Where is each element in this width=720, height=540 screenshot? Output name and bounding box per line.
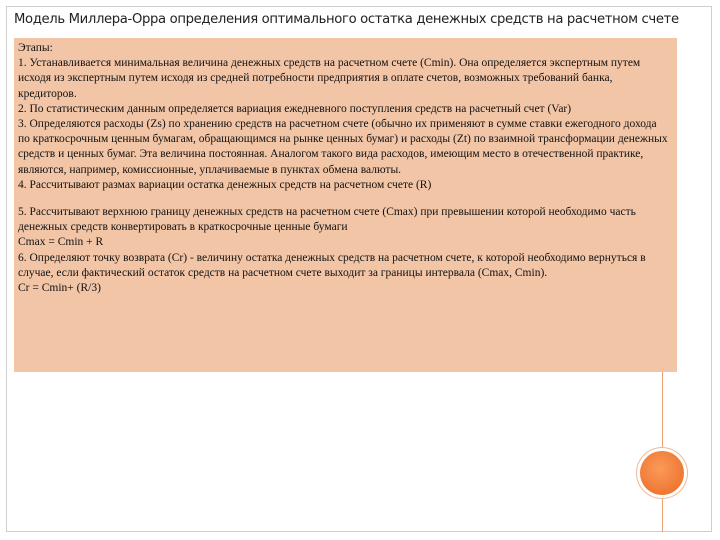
cmax-formula: Cmax = Cmin + R bbox=[18, 236, 104, 249]
stage-4-text: 4. Рассчитывают размах вариации остатка денежных средств на расчетном счете (R) bbox=[18, 178, 432, 191]
stage-6-text: 6. Определяют точку возврата (Cr) - величину остатка денежных средств на расчетном счете, к которой необходимо вернуться в случае, если фактический остаток средств на расчетном счете выходит за границы интервала (Cmax, Cmin). bbox=[18, 251, 646, 279]
decorative-circle-icon bbox=[640, 451, 684, 495]
stage-5-text: 5. Рассчитывают верхнюю границу денежных средств на расчетном счете (Cmax) при превышении которой необходимо часть денежных средств конвертировать в краткосрочные ценные бумаги bbox=[18, 206, 636, 234]
stage-1-text: 1. Устанавливается минимальная величина денежных средств на расчетном счете (Cmin). Она определяется экспертным путем исходя из экспертным путем исходя из средней потребности предприятия в оплате счетов, возможных требований банка, кредиторов. bbox=[18, 57, 641, 100]
stage-2-text: 2. По статистическим данным определяется вариация ежедневного поступления средств на расчетный счет (Var) bbox=[18, 102, 572, 115]
stage-3-text: 3. Определяются расходы (Zs) по хранению средств на расчетном счете (обычно их применяют в сумме ставки ежегодного дохода по краткосрочным ценным бумагам, обращающимся на рынке ценных бумаг) и расходы (Zt) по взаимной трансформации денежных средств и ценных бумаг. Эта величина постоянная. Аналогом такого вида расходов, имеющим место в отечественной практике, являются, например, комиссионные, уплачиваемые в пунктах обмена валюты. bbox=[18, 118, 668, 176]
cr-formula: Cr = Cmin+ (R/3) bbox=[18, 282, 101, 295]
stages-heading: Этапы: bbox=[18, 42, 53, 54]
slide-title: Модель Миллера-Орра определения оптимального остатка денежных средств на расчетном счете bbox=[14, 12, 679, 27]
content-box bbox=[14, 38, 677, 372]
